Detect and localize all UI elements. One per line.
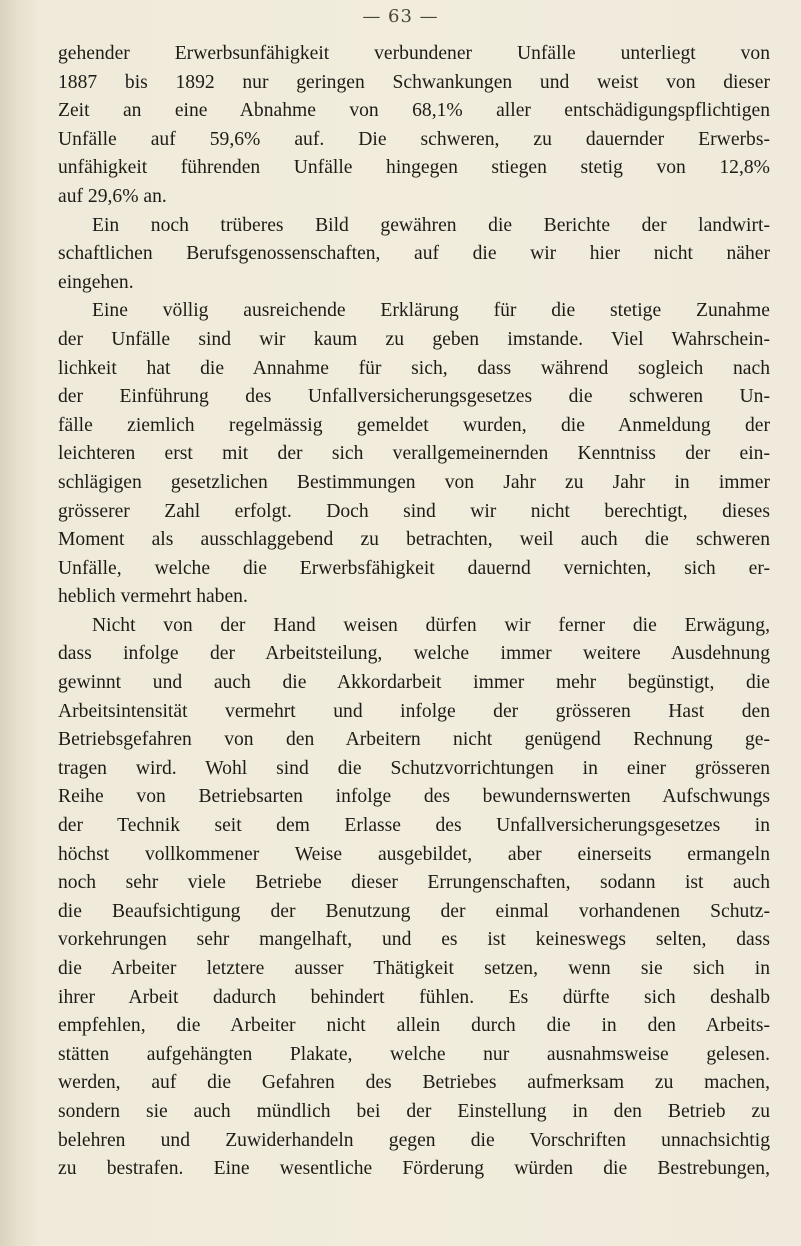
text-line: Unfälle, welche die Erwerbsfähigkeit dauernd vernichten, sich er- [58, 557, 770, 579]
text-line: stätten aufgehängten Plakate, welche nur ausnahmsweise gelesen. [58, 1043, 770, 1065]
text-line: fälle ziemlich regelmässig gemeldet wurden, die Anmeldung der [58, 414, 770, 436]
text-line: Ein noch trüberes Bild gewähren die Berichte der landwirt- [92, 214, 770, 236]
text-line: unfähigkeit führenden Unfälle hingegen stiegen stetig von 12,8% [58, 157, 770, 179]
text-line: der Einführung des Unfallversicherungsgesetzes die schweren Un- [58, 386, 770, 408]
text-line: Nicht von der Hand weisen dürfen wir ferner die Erwägung, [92, 614, 770, 636]
text-line: der Unfälle sind wir kaum zu geben imstande. Viel Wahrschein- [58, 328, 770, 350]
text-line: vorkehrungen sehr mangelhaft, und es ist keineswegs selten, dass [58, 929, 770, 951]
text-line: Arbeitsintensität vermehrt und infolge der grösseren Hast den [58, 700, 770, 722]
text-line: werden, auf die Gefahren des Betriebes aufmerksam zu machen, [58, 1072, 770, 1094]
text-line: noch sehr viele Betriebe dieser Errungenschaften, sodann ist auch [58, 872, 770, 894]
text-line: eingehen. [58, 271, 134, 293]
text-line: sondern sie auch mündlich bei der Einstellung in den Betrieb zu [58, 1100, 770, 1122]
text-line: der Technik seit dem Erlasse des Unfallversicherungsgesetzes in [58, 815, 770, 837]
text-line: schaftlichen Berufsgenossenschaften, auf die wir hier nicht näher [58, 243, 770, 265]
text-line: zu bestrafen. Eine wesentliche Förderung würden die Bestrebungen, [58, 1158, 770, 1180]
text-line: Reihe von Betriebsarten infolge des bewundernswerten Aufschwungs [58, 786, 770, 808]
text-line: Betriebsgefahren von den Arbeitern nicht genügend Rechnung ge- [58, 729, 770, 751]
page-number: — 63 — [362, 6, 439, 27]
text-line: Unfälle auf 59,6% auf. Die schweren, zu dauernder Erwerbs- [58, 128, 770, 150]
text-line: empfehlen, die Arbeiter nicht allein durch die in den Arbeits- [58, 1015, 770, 1037]
text-line: schlägigen gesetzlichen Bestimmungen von Jahr zu Jahr in immer [58, 471, 770, 493]
text-line: gewinnt und auch die Akkordarbeit immer mehr begünstigt, die [58, 672, 770, 694]
text-line: Moment als ausschlaggebend zu betrachten, weil auch die schweren [58, 529, 770, 551]
text-line: grösserer Zahl erfolgt. Doch sind wir nicht berechtigt, dieses [58, 500, 770, 522]
text-line: die Arbeiter letztere ausser Thätigkeit setzen, wenn sie sich in [58, 958, 770, 979]
text-line: heblich vermehrt haben. [58, 586, 248, 608]
text-line: höchst vollkommener Weise ausgebildet, aber einerseits ermangeln [58, 843, 770, 865]
text-line: dass infolge der Arbeitsteilung, welche immer weitere Ausdehnung [58, 643, 770, 665]
text-line: Zeit an eine Abnahme von 68,1% aller entschädigungspflichtigen [58, 100, 770, 122]
text-line: die Beaufsichtigung der Benutzung der einmal vorhandenen Schutz- [58, 900, 770, 922]
text-line: lichkeit hat die Annahme für sich, dass während sogleich nach [58, 357, 770, 379]
body-text [58, 40, 770, 1184]
text-line: tragen wird. Wohl sind die Schutzvorrichtungen in einer grösseren [58, 757, 770, 779]
text-line: leichteren erst mit der sich verallgemeinernden Kenntniss der ein- [58, 443, 770, 465]
text-line: ihrer Arbeit dadurch behindert fühlen. Es dürfte sich deshalb [58, 986, 770, 1008]
text-line: Eine völlig ausreichende Erklärung für die stetige Zunahme [92, 300, 770, 322]
text-line: auf 29,6% an. [58, 185, 167, 207]
text-line: gehender Erwerbsunfähigkeit verbundener Unfälle unterliegt von [58, 43, 770, 64]
text-line: 1887 bis 1892 nur geringen Schwankungen und weist von dieser [58, 71, 770, 93]
text-line: belehren und Zuwiderhandeln gegen die Vorschriften unnachsichtig [58, 1129, 770, 1151]
